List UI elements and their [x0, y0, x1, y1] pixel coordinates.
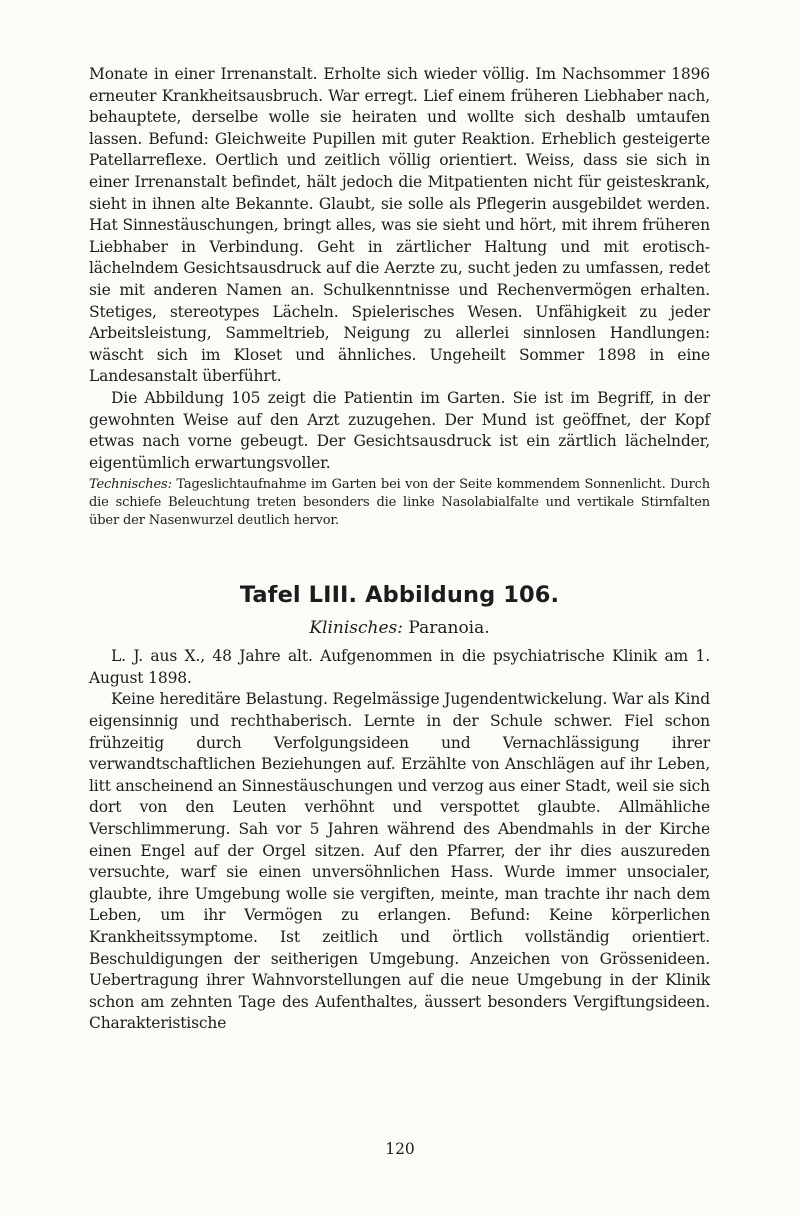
page-body	[89, 64, 710, 1035]
page-number: 120	[385, 1140, 415, 1158]
paragraph-figure-105-description: Die Abbildung 105 zeigt die Patientin im Garten. Sie ist im Begriff, in der gewohnten Weise auf den Arzt zuzugehen. Der Mund ist geöffnet, der Kopf etwas nach vorne gebeugt. Der Gesichtsausdruck ist ein zärtlich lächelnder, eigentümlich erwartungsvoller.	[89, 388, 710, 472]
paragraph-patient-intro: L. J. aus X., 48 Jahre alt. Aufgenommen in die psychiatrische Klinik am 1. August 1898.	[89, 647, 710, 687]
technical-note	[89, 476, 710, 530]
subtitle-label: Klinisches:	[309, 618, 404, 639]
section-heading: Tafel LIII. Abbildung 106.	[239, 582, 560, 609]
section-subtitle	[89, 616, 710, 640]
technical-note-text: Tageslichtaufnahme im Garten bei von der Seite kommendem Sonnenlicht. Durch die schiefe Beleuchtung treten besonders die linke Nasolabialfalte und vertikale Stirnfalten über der Nasenwurzel deutlich hervor.	[89, 477, 710, 529]
paragraph-case-history: Monate in einer Irrenanstalt. Erholte sich wieder völlig. Im Nachsommer 1896 erneuter Krankheitsausbruch. War erregt. Lief einem früheren Liebhaber nach, behauptete, derselbe wolle sie heiraten und wollte sich deshalb umtaufen lassen. Befund: Gleichweite Pupillen mit guter Reaktion. Erheblich gesteigerte Patellarreflexe. Oertlich und zeitlich völlig orientiert. Weiss, dass sie sich in einer Irrenanstalt befindet, hält jedoch die Mitpatienten nicht für geisteskrank, sieht in ihnen alte Bekannte. Glaubt, sie solle als Pflegerin ausgebildet werden. Hat Sinnestäuschungen, bringt alles, was sie sieht und hört, mit ihrem früheren Liebhaber in Verbindung. Geht in zärtlicher Haltung und mit erotisch-lächelndem Gesichtsausdruck auf die Aerzte zu, sucht jeden zu umfassen, redet sie mit anderen Namen an. Schulkenntnisse und Rechenvermögen erhalten. Stetiges, stereotypes Lächeln. Spielerisches Wesen. Unfähigkeit zu jeder Arbeitsleistung, Sammeltrieb, Neigung zu allerlei sinnlosen Handlungen: wäscht sich im Kloset und ähnliches. Ungeheilt Sommer 1898 in eine Landesanstalt überführt.	[89, 65, 710, 386]
subtitle-text: Paranoia.	[408, 618, 490, 639]
technical-note-label: Technisches:	[89, 477, 172, 493]
paragraph-patient-history: Keine hereditäre Belastung. Regelmässige Jugendentwickelung. War als Kind eigensinnig und rechthaberisch. Lernte in der Schule schwer. Fiel schon frühzeitig durch Verfolgungsideen und Vernachlässigung ihrer verwandtschaftlichen Beziehungen auf. Erzählte von Anschlägen auf ihr Leben, litt anscheinend an Sinnestäuschungen und verzog aus einer Stadt, weil sie sich dort von den Leuten verhöhnt und verspottet glaubte. Allmähliche Verschlimmerung. Sah vor 5 Jahren während des Abendmahls in der Kirche einen Engel auf der Orgel sitzen. Auf den Pfarrer, der ihr dies auszureden versuchte, warf sie einen unversöhnlichen Hass. Wurde immer unsocialer, glaubte, ihre Umgebung wolle sie vergiften, meinte, man trachte ihr nach dem Leben, um ihr Vermögen zu erlangen. Befund: Keine körperlichen Krankheitssymptome. Ist zeitlich und örtlich vollständig orientiert. Beschuldigungen der seitherigen Umgebung. Anzeichen von Grössenideen. Uebertragung ihrer Wahnvorstellungen auf die neue Umgebung in der Klinik schon am zehnten Tage des Aufenthaltes, äussert besonders Vergiftungsideen. Charakteristische	[89, 690, 710, 1033]
